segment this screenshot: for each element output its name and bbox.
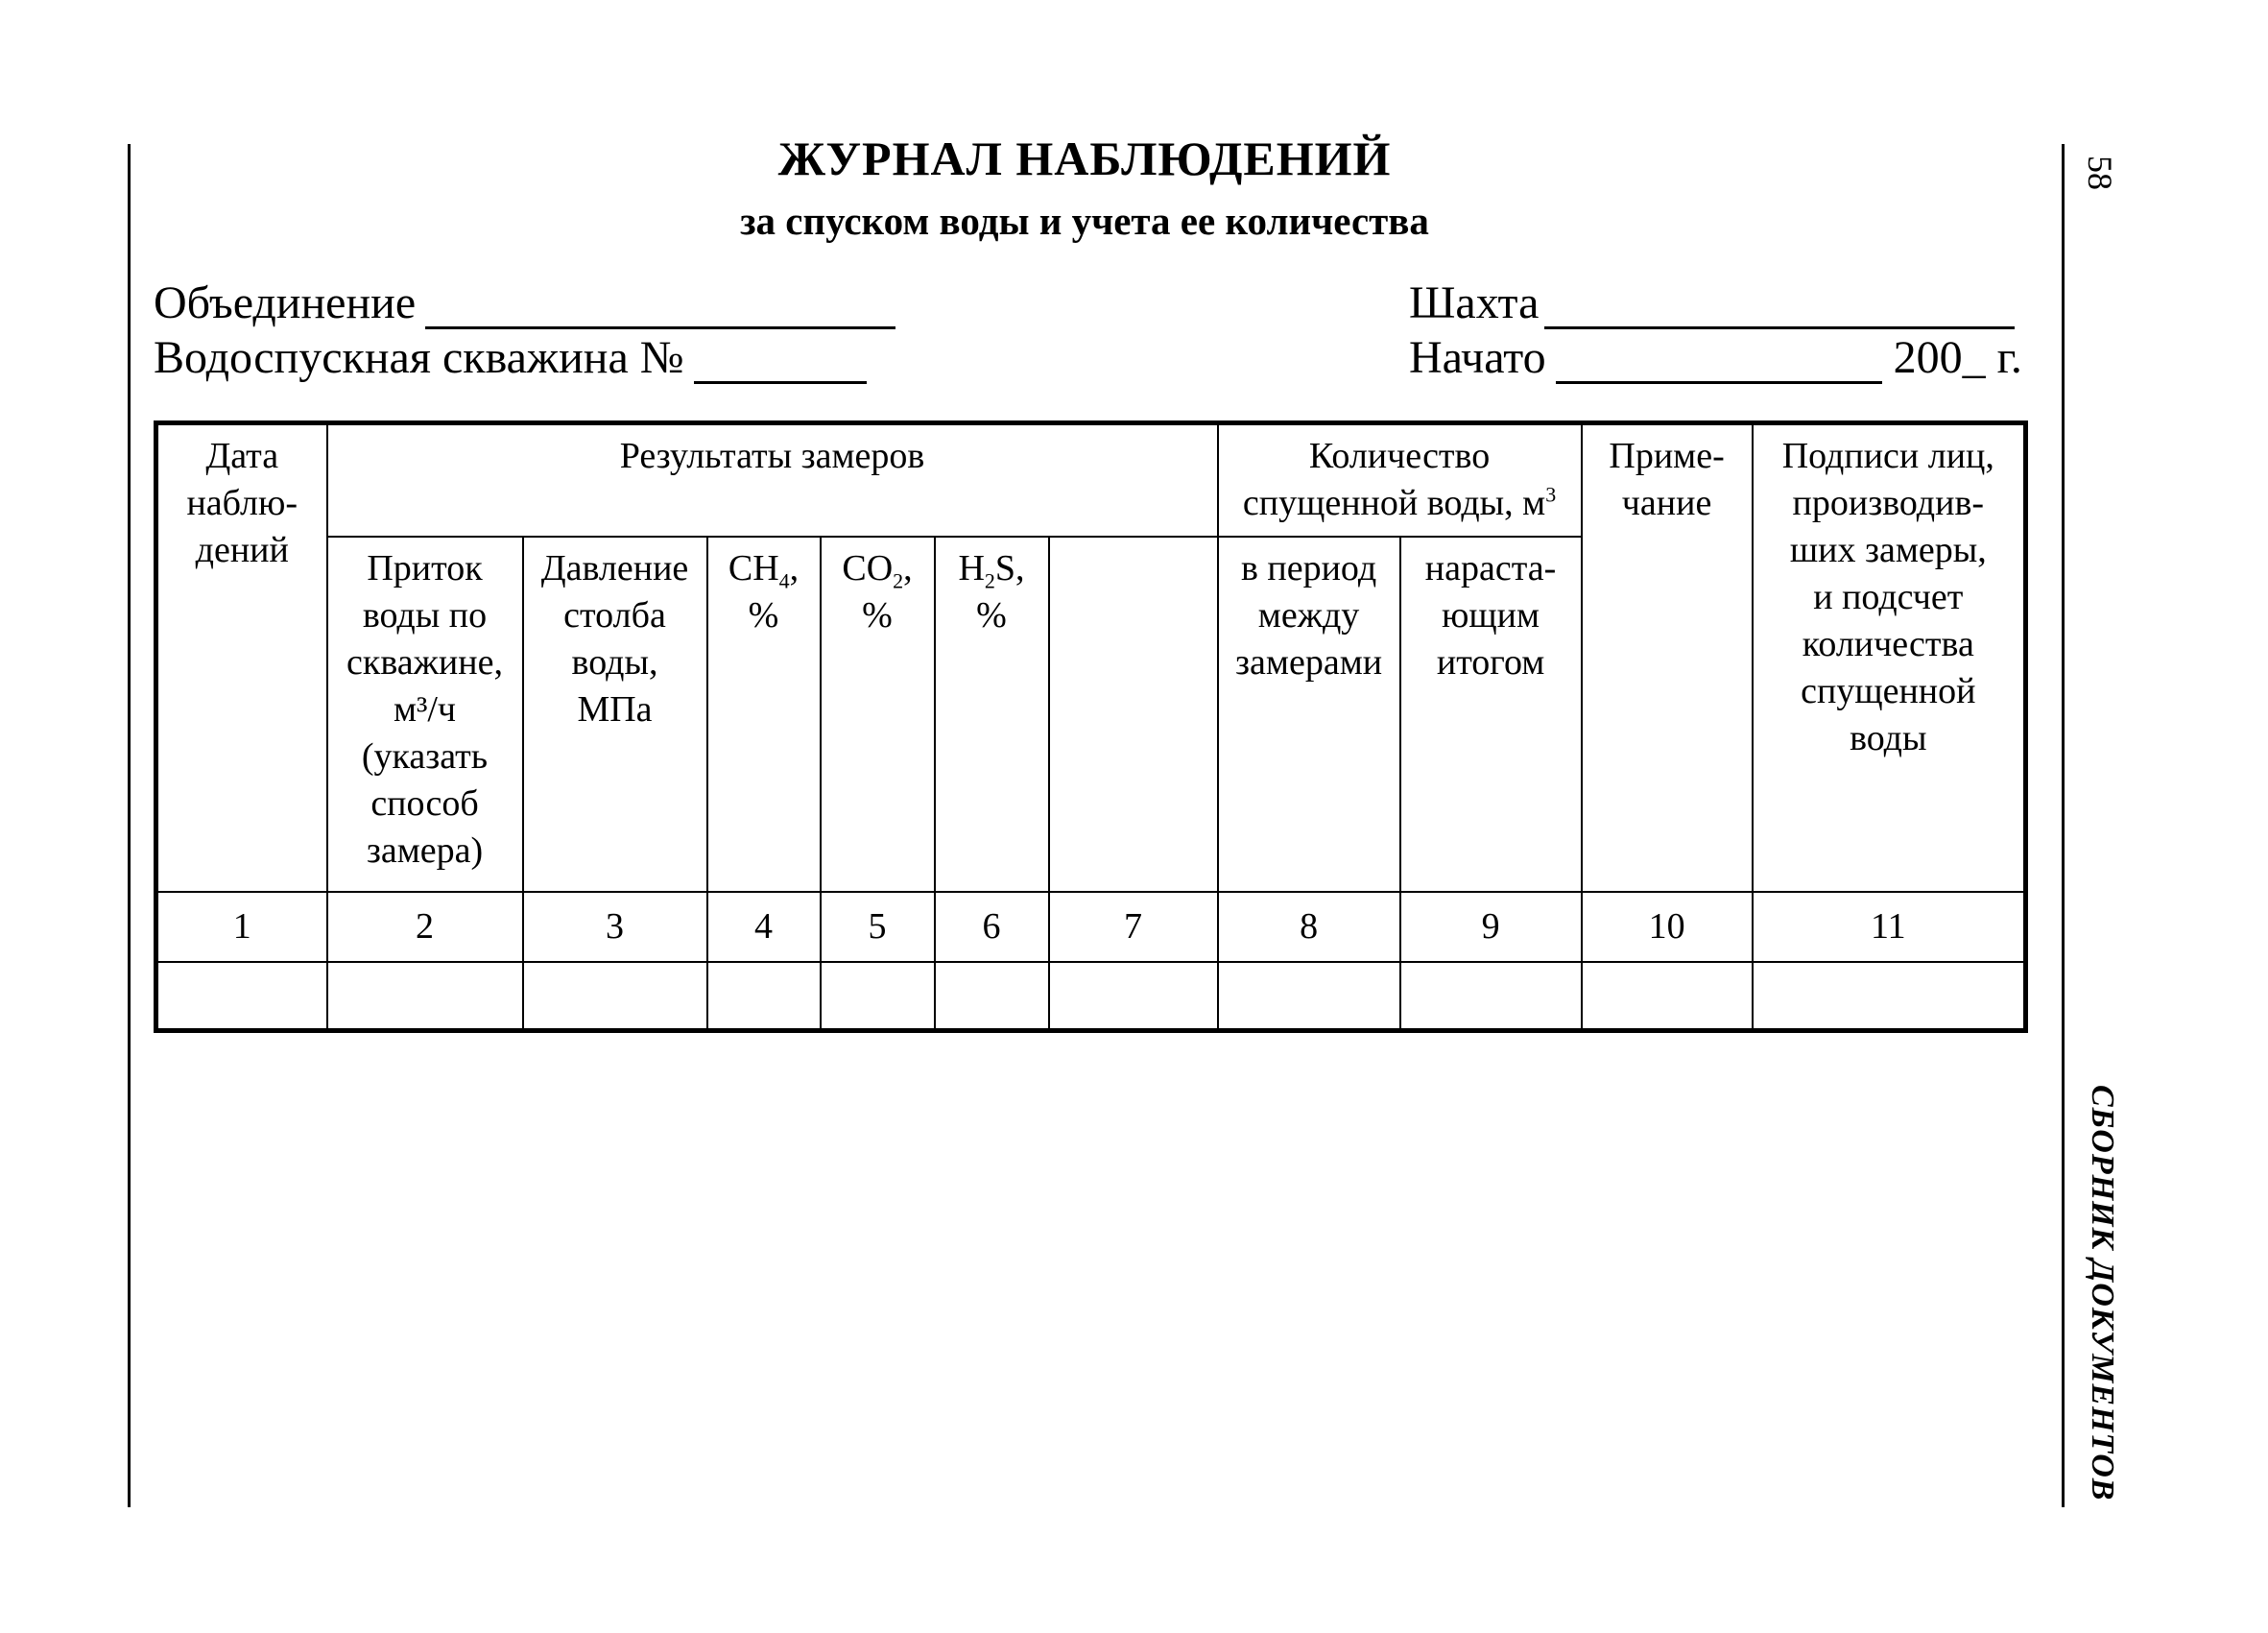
well-label: Водоспускная скважина № (154, 332, 684, 383)
mine-label: Шахта (1409, 277, 1540, 328)
entry-cell[interactable] (821, 962, 935, 1031)
entry-cell[interactable] (523, 962, 707, 1031)
left-margin-rule (128, 144, 131, 1507)
well-number-blank[interactable] (694, 343, 867, 384)
header-co2: $CO_2$, % (821, 537, 935, 892)
year-label: 200_ г. (1893, 332, 2022, 383)
well-field (154, 331, 867, 384)
column-number: 9 (1400, 892, 1582, 962)
header-signatures: Подписи лиц, производив- ших замеры, и подсчет количества спущенной воды (1753, 423, 2026, 892)
header-observation-date: Дата наблю- дений (156, 423, 327, 892)
entry-cell[interactable] (156, 962, 327, 1031)
column-number: 11 (1753, 892, 2026, 962)
header-column-7 (1049, 537, 1218, 892)
header-between-measurements: в период между замерами (1218, 537, 1400, 892)
entry-cell[interactable] (1753, 962, 2026, 1031)
page-subtitle: за спуском воды и учета ее количества (740, 199, 1429, 243)
header-water-inflow: Приток воды по скважине, м³/ч (указать способ замера) (327, 537, 523, 892)
entry-cell[interactable] (1400, 962, 1582, 1031)
side-caption: СБОРНИК ДОКУМЕНТОВ (2085, 1085, 2120, 1501)
mine-blank[interactable] (1544, 288, 2015, 329)
association-label: Объединение (154, 277, 417, 328)
entry-cell[interactable] (1582, 962, 1753, 1031)
page-title: ЖУРНАЛ НАБЛЮДЕНИЙ (777, 132, 1392, 185)
association-field (154, 276, 895, 329)
column-number: 4 (707, 892, 821, 962)
started-label: Начато (1409, 332, 1546, 383)
column-number: 3 (523, 892, 707, 962)
column-number-row (156, 892, 2026, 962)
column-number: 10 (1582, 892, 1753, 962)
entry-cell[interactable] (1218, 962, 1400, 1031)
entry-cell[interactable] (707, 962, 821, 1031)
header-cumulative-total: нараста- ющим итогом (1400, 537, 1582, 892)
empty-entry-row (156, 962, 2026, 1031)
right-margin-rule (2062, 144, 2065, 1507)
mine-field (1409, 276, 2015, 329)
column-number: 1 (156, 892, 327, 962)
started-date-blank[interactable] (1556, 343, 1882, 384)
header-measurement-results: Результаты замеров (327, 423, 1218, 537)
entry-cell[interactable] (935, 962, 1049, 1031)
column-number: 5 (821, 892, 935, 962)
association-blank[interactable] (425, 288, 895, 329)
entry-cell[interactable] (1049, 962, 1218, 1031)
column-number: 8 (1218, 892, 1400, 962)
column-number: 6 (935, 892, 1049, 962)
started-field (1409, 331, 2022, 384)
header-h2s: $H_2S$, % (935, 537, 1049, 892)
page-number: 58 (2081, 156, 2119, 190)
header-water-pressure: Давление столба воды, МПа (523, 537, 707, 892)
column-number: 2 (327, 892, 523, 962)
header-note: Приме- чание (1582, 423, 1753, 892)
column-number: 7 (1049, 892, 1218, 962)
entry-cell[interactable] (327, 962, 523, 1031)
header-ch4: $CH_4$, % (707, 537, 821, 892)
header-water-quantity: Количество спущенной воды, $м^3$ (1218, 423, 1582, 537)
observation-journal-table (154, 420, 2028, 1033)
